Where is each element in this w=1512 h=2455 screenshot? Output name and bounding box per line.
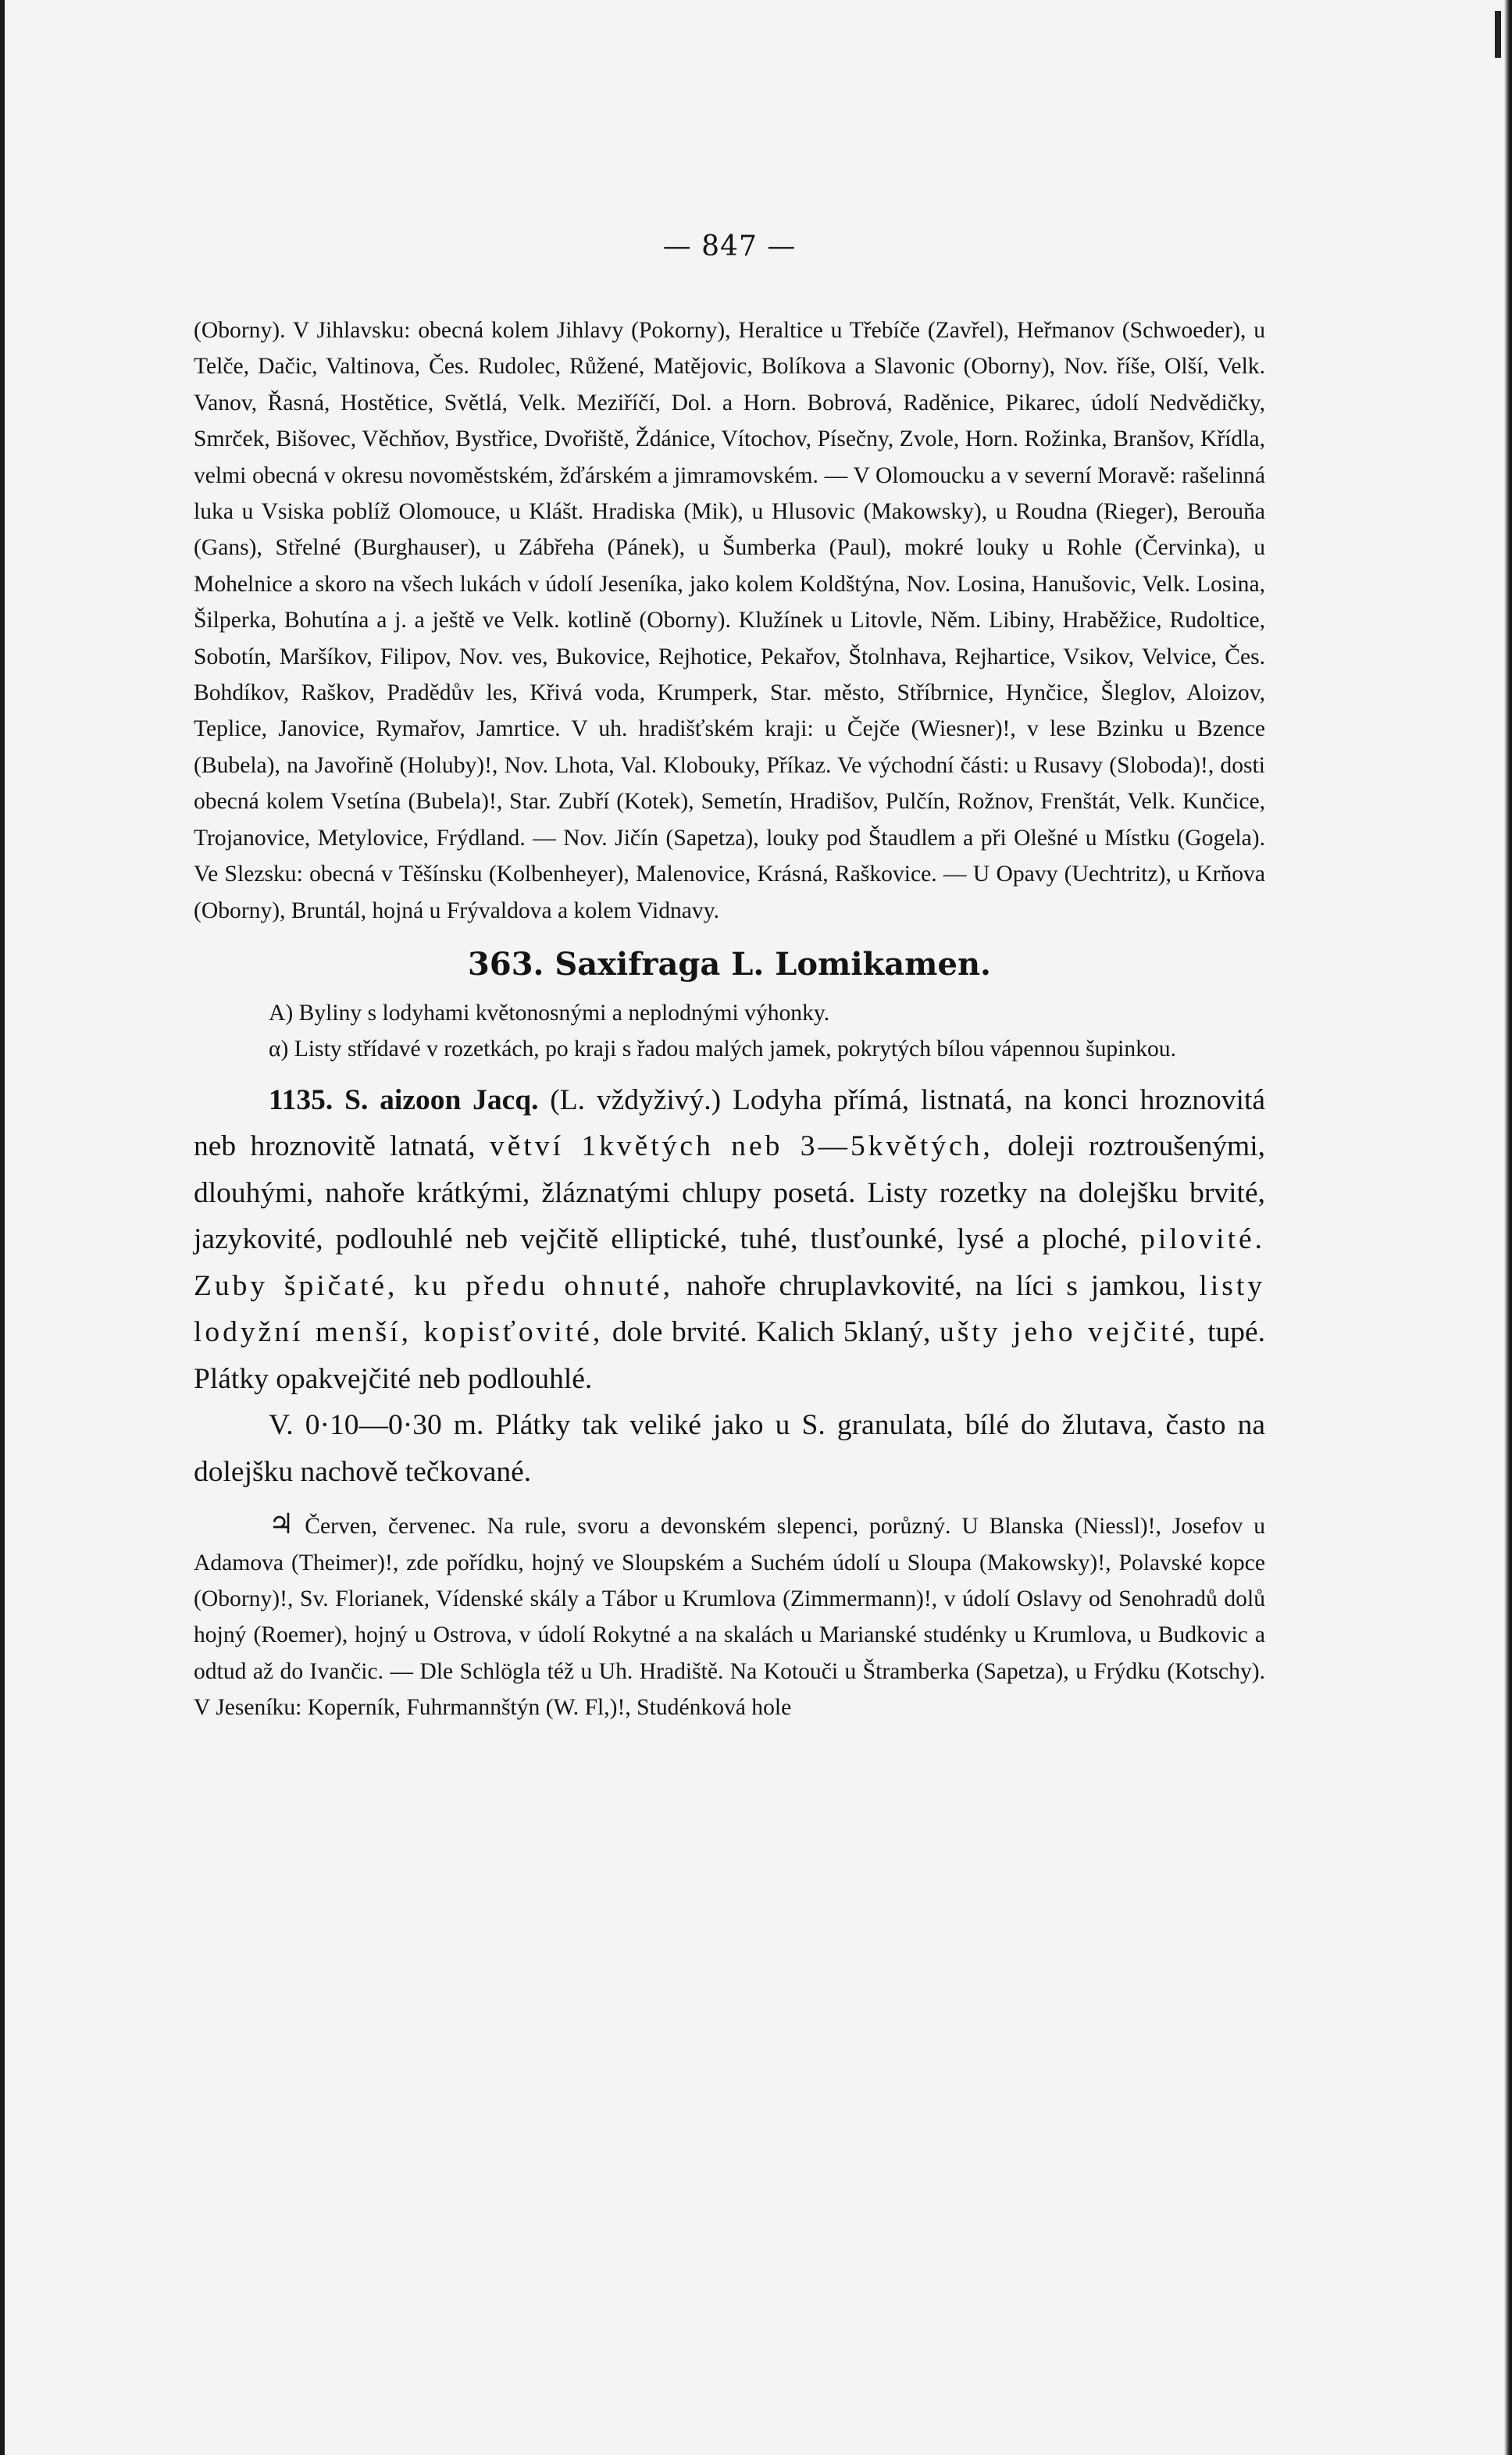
habitat-paragraph	[194, 1506, 1265, 1725]
species-name: S. aizoon Jacq.	[344, 1083, 539, 1116]
genus-heading: 363. Saxifraga L. Lomikamen.	[468, 945, 991, 983]
species-desc-3: doleji roztroušenými, dlouhými, nahoře krátkými, žláznatými chlupy posetá. Listy rozetky na dolejšku brvité, jazykovité, podlouhlé neb vejčitě elliptické, tuhé, tlusťounké, lysé a ploché,	[194, 1130, 1266, 1256]
species-description	[194, 1077, 1265, 1496]
species-desc-8: ušty jeho vejčité,	[939, 1316, 1199, 1349]
species-size-line: V. 0·10—0·30 m. Plátky tak veliké jako u S. granulata, bílé do žlutava, často na dolejšku nachově tečkované.	[194, 1409, 1265, 1488]
group-a-label: A) Byliny s lodyhami květonosnými a neplodnými výhonky.	[269, 1000, 830, 1026]
scan-border-right	[1504, 0, 1512, 2455]
species-desc-6: listy lodyžní menší, kopisťovité,	[194, 1269, 1266, 1349]
scan-border-left	[0, 0, 5, 2455]
habitat-text: Červen, červenec. Na rule, svoru a devonském slepenci, porůzný. U Blanska (Niessl)!, Josefov u Adamova (Theimer)!, zde pořídku, hojný ve Sloupském a Suchém údolí u Sloupa (Makowsky)!, Polavské kopce (Oborny)!, Sv. Florianek, Vídenské skály a Tábor u Krumlova (Zimmermann)!, v údolí Oslavy od Senohradů dolů hojný (Roemer), hojný u Ostrova, v údolí Rokytné a na skalách u Marianské studénky u Krumlova, u Budkovic a odtud až do Ivančic. — Dle Schlögla též u Uh. Hradiště. Na Kotouči u Štramberka (Sapetza), u Frýdku (Kotschy). V Jeseníku: Koperník, Fuhrmannštýn (W. Fl,)!, Studénková hole	[194, 1514, 1265, 1721]
locality-paragraph: (Oborny). V Jihlavsku: obecná kolem Jihlavy (Pokorny), Heraltice u Třebíče (Zavřel), Heřmanov (Schwoeder), u Telče, Dačic, Valtinova, Čes. Rudolec, Růžené, Matějovic, Bolíkova a Slavonic (Oborny), Nov. říše, Olší, Velk. Vanov, Řasná, Hostětice, Světlá, Velk. Meziříčí, Dol. a Horn. Bobrová, Raděnice, Pikarec, údolí Nedvědičky, Smrček, Bišovec, Věchňov, Bystřice, Dvořiště, Ždánice, Vítochov, Písečny, Zvole, Horn. Rožinka, Branšov, Křídla, velmi obecná v okresu novoměstském, žďárském a jimramovském. — V Olomoucku a v severní Moravě: rašelinná luka u Vsiska poblíž Olomouce, u Klášt. Hradiska (Mik), u Hlusovic (Makowsky), u Roudna (Rieger), Berouňa (Gans), Střelné (Burghauser), u Zábřeha (Pánek), u Šumberka (Paul), mokré louky u Rohle (Červinka), u Mohelnice a skoro na všech lukách v údolí Jeseníka, jako kolem Koldštýna, Nov. Losina, Hanušovic, Velk. Losina, Šilperka, Bohutína a j. a ještě ve Velk. kotlině (Oborny). Klužínek u Litovle, Něm. Libiny, Hraběžice, Rudoltice, Sobotín, Maršíkov, Filipov, Nov. ves, Bukovice, Rejhotice, Pekařov, Štolnhava, Rejhartice, Vsikov, Velvice, Čes. Bohdíkov, Raškov, Pradědův les, Křivá voda, Krumperk, Star. město, Stříbrnice, Hynčice, Šleglov, Aloizov, Teplice, Janovice, Rymařov, Jamrtice. V uh. hradišťském kraji: u Čejče (Wiesner)!, v lese Bzinku u Bzence (Bubela), na Javořině (Holuby)!, Nov. Lhota, Val. Klobouky, Příkaz. Ve východní části: u Rusavy (Sloboda)!, dosti obecná kolem Vsetína (Bubela)!, Star. Zubří (Kotek), Semetín, Hradišov, Pulčín, Rožnov, Frenštát, Velk. Kunčice, Trojanovice, Metylovice, Frýdland. — Nov. Jičín (Sapetza), louky pod Štaudlem a při Olešné u Místku (Gogela). Ve Slezsku: obecná v Těšínsku (Kolbenheyer), Malenovice, Krásná, Raškovice. — U Opavy (Uechtritz), u Krňova (Oborny), Bruntál, hojná u Frývaldova a kolem Vidnavy.	[194, 318, 1265, 923]
species-desc-7: dole brvité. Kalich 5klaný,	[612, 1316, 931, 1349]
scan-mark	[1495, 11, 1501, 58]
species-common-name: (L. vždyživý.)	[550, 1083, 722, 1116]
page-number: — 847 —	[662, 230, 797, 262]
perennial-symbol: ♃	[269, 1508, 294, 1540]
book-page	[194, 230, 1265, 1749]
species-desc-2: větví 1květých neb 3—5květých,	[490, 1130, 993, 1163]
species-desc-5: nahoře chruplavkovité, na líci s jamkou,	[686, 1269, 1186, 1302]
subgroup-alpha-label: α) Listy střídavé v rozetkách, po kraji s řadou malých jamek, pokrytých bílou vápennou šupinkou.	[269, 1037, 1176, 1062]
species-number: 1135.	[269, 1083, 333, 1116]
species-desc-1: Lodyha přímá, listnatá, na konci hroznovitá neb hroznovitě latnatá,	[194, 1083, 1266, 1163]
species-desc-9: tupé. Plátky opakvejčité neb podlouhlé.	[194, 1316, 1266, 1395]
species-desc-4: pilovité. Zuby špičaté, ku předu ohnuté,	[194, 1223, 1266, 1302]
